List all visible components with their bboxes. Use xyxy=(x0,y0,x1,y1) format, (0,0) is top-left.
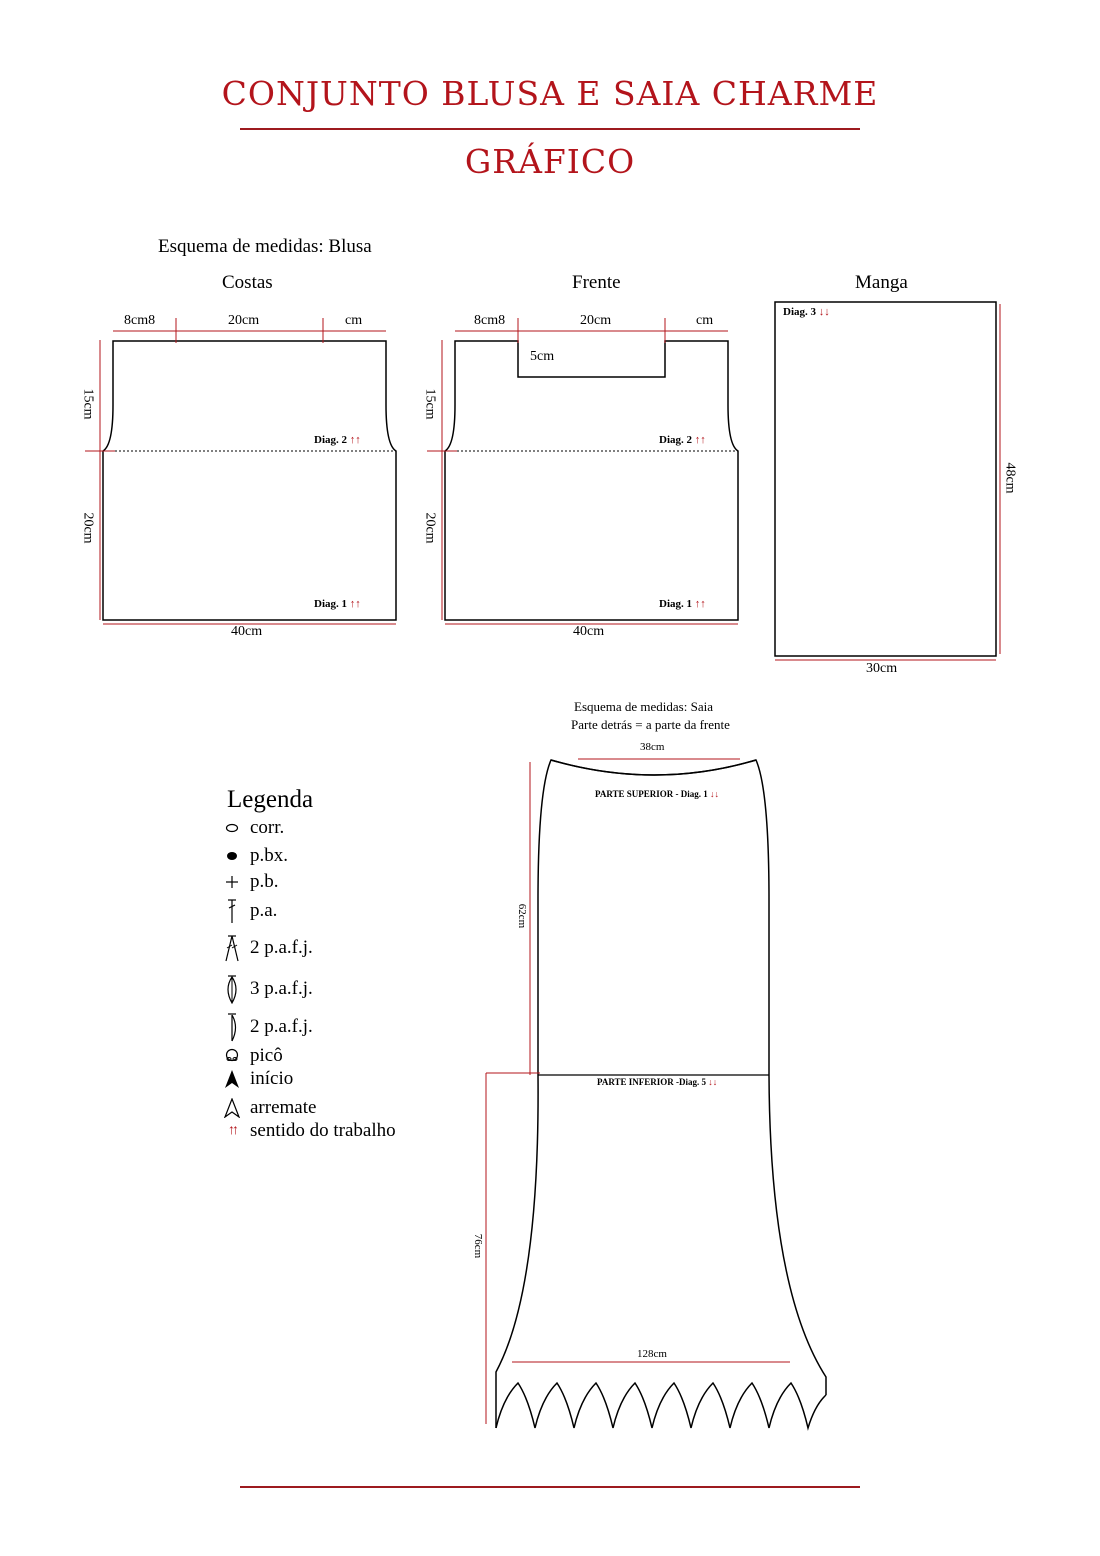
front-piece xyxy=(445,341,738,620)
sleeve-width-label: 30cm xyxy=(866,661,898,676)
legend-item xyxy=(220,1118,396,1144)
legend-label: início xyxy=(250,1068,294,1089)
front-dimension-lines xyxy=(427,318,738,624)
front-diag-1-label: Diag. 1 ↑↑ xyxy=(659,598,706,610)
skirt-lower-outline xyxy=(496,1075,826,1428)
front-armhole-height-label: 15cm xyxy=(422,388,438,420)
legend-label: sentido do trabalho xyxy=(250,1120,396,1141)
legend-label: 3 p.a.f.j. xyxy=(250,978,313,999)
back-diag-1-label: Diag. 1 ↑↑ xyxy=(314,598,361,610)
back-width-label: 40cm xyxy=(231,624,263,639)
front-diag-2-label: Diag. 2 ↑↑ xyxy=(659,434,706,446)
front-body-height-label: 20cm xyxy=(422,512,438,544)
sleeve-height-label: 48cm xyxy=(1002,462,1018,494)
sleeve-dimension-lines xyxy=(775,304,1000,660)
dc3-cluster-icon xyxy=(220,974,244,1004)
back-right-shoulder-label: cm xyxy=(345,313,363,328)
skirt-hem-width-label: 128cm xyxy=(637,1348,667,1360)
skirt-lower-height-label: 76cm xyxy=(472,1233,485,1259)
back-armhole-height-label: 15cm xyxy=(80,388,96,420)
legend-item xyxy=(220,935,313,961)
work-direction-down-icon: ↓↓ xyxy=(818,306,830,318)
skirt-dimension-lines xyxy=(486,759,790,1424)
legend-item xyxy=(220,843,288,869)
front-neck-width-label: 20cm xyxy=(580,313,612,328)
legend-label: picô xyxy=(250,1045,283,1066)
skirt-section-title: Esquema de medidas: Saia xyxy=(574,699,713,714)
front-right-shoulder-label: cm xyxy=(696,313,714,328)
finish-arrow-icon xyxy=(220,1098,244,1118)
skirt-upper-height-label: 62cm xyxy=(516,903,529,929)
dc2-cluster-icon xyxy=(220,1012,244,1042)
work-direction-down-icon: ↓↓ xyxy=(710,789,720,799)
slip-stitch-dot-icon xyxy=(220,851,244,861)
start-arrow-icon xyxy=(220,1069,244,1089)
front-neck-depth-label: 5cm xyxy=(530,349,555,364)
back-body-height-label: 20cm xyxy=(80,512,96,544)
legend-label: 2 p.a.f.j. xyxy=(250,937,313,958)
back-diag-2-label: Diag. 2 ↑↑ xyxy=(314,434,361,446)
back-dimension-lines xyxy=(85,318,396,624)
sleeve-title: Manga xyxy=(855,272,908,293)
work-direction-up-icon: ↑↑ xyxy=(694,598,706,610)
legend-item xyxy=(220,976,313,1002)
double-crochet-icon xyxy=(220,898,244,924)
legend-label: arremate xyxy=(250,1097,317,1118)
skirt-waist-curve xyxy=(551,760,756,775)
skirt-lower-label: PARTE INFERIOR -Diag. 5 ↓↓ xyxy=(597,1077,718,1087)
front-left-shoulder-label: 8cm8 xyxy=(474,313,506,328)
skirt-upper-label: PARTE SUPERIOR - Diag. 1 ↓↓ xyxy=(595,789,720,799)
work-direction-up-icon: ↑↑ xyxy=(349,598,361,610)
work-direction-down-icon: ↓↓ xyxy=(708,1077,718,1087)
skirt-piece xyxy=(496,760,826,1428)
legend-item xyxy=(220,1066,293,1092)
front-width-label: 40cm xyxy=(573,624,605,639)
front-piece-outline xyxy=(445,341,738,620)
page-subtitle: GRÁFICO xyxy=(464,142,636,181)
legend-label: p.bx. xyxy=(250,845,288,866)
back-piece xyxy=(103,341,396,620)
blouse-section-title: Esquema de medidas: Blusa xyxy=(158,236,372,257)
dc2tog-icon xyxy=(220,934,244,962)
skirt-hem-points xyxy=(496,1383,826,1428)
legend-item xyxy=(220,869,279,895)
back-left-shoulder-label: 8cm8 xyxy=(124,313,156,328)
legend-item xyxy=(220,898,277,924)
sleeve-piece xyxy=(775,302,996,656)
back-title: Costas xyxy=(222,272,273,293)
front-title: Frente xyxy=(572,272,621,293)
legend-label: corr. xyxy=(250,817,285,838)
legend-item xyxy=(220,815,284,841)
sleeve-diag-3-label: Diag. 3 ↓↓ xyxy=(783,306,830,318)
back-piece-outline xyxy=(103,341,396,620)
legend-item xyxy=(220,1014,313,1040)
work-direction-arrows-icon: ↑↑ xyxy=(228,1123,236,1138)
legend-label: 2 p.a.f.j. xyxy=(250,1016,313,1037)
work-direction-up-icon: ↑↑ xyxy=(349,434,361,446)
skirt-waist-label: 38cm xyxy=(640,741,665,753)
legend-label: p.b. xyxy=(250,871,279,892)
work-direction-up-icon: ↑↑ xyxy=(694,434,706,446)
skirt-upper-outline xyxy=(538,760,769,1075)
skirt-note: Parte detrás = a parte da frente xyxy=(571,717,730,732)
single-crochet-plus-icon xyxy=(220,875,244,889)
legend-title: Legenda xyxy=(227,786,314,813)
back-neck-width-label: 20cm xyxy=(228,313,260,328)
picot-icon xyxy=(220,1048,244,1064)
legend-label: p.a. xyxy=(250,900,278,921)
chain-oval-icon xyxy=(220,823,244,833)
page-title: CONJUNTO BLUSA E SAIA CHARME xyxy=(221,74,879,113)
